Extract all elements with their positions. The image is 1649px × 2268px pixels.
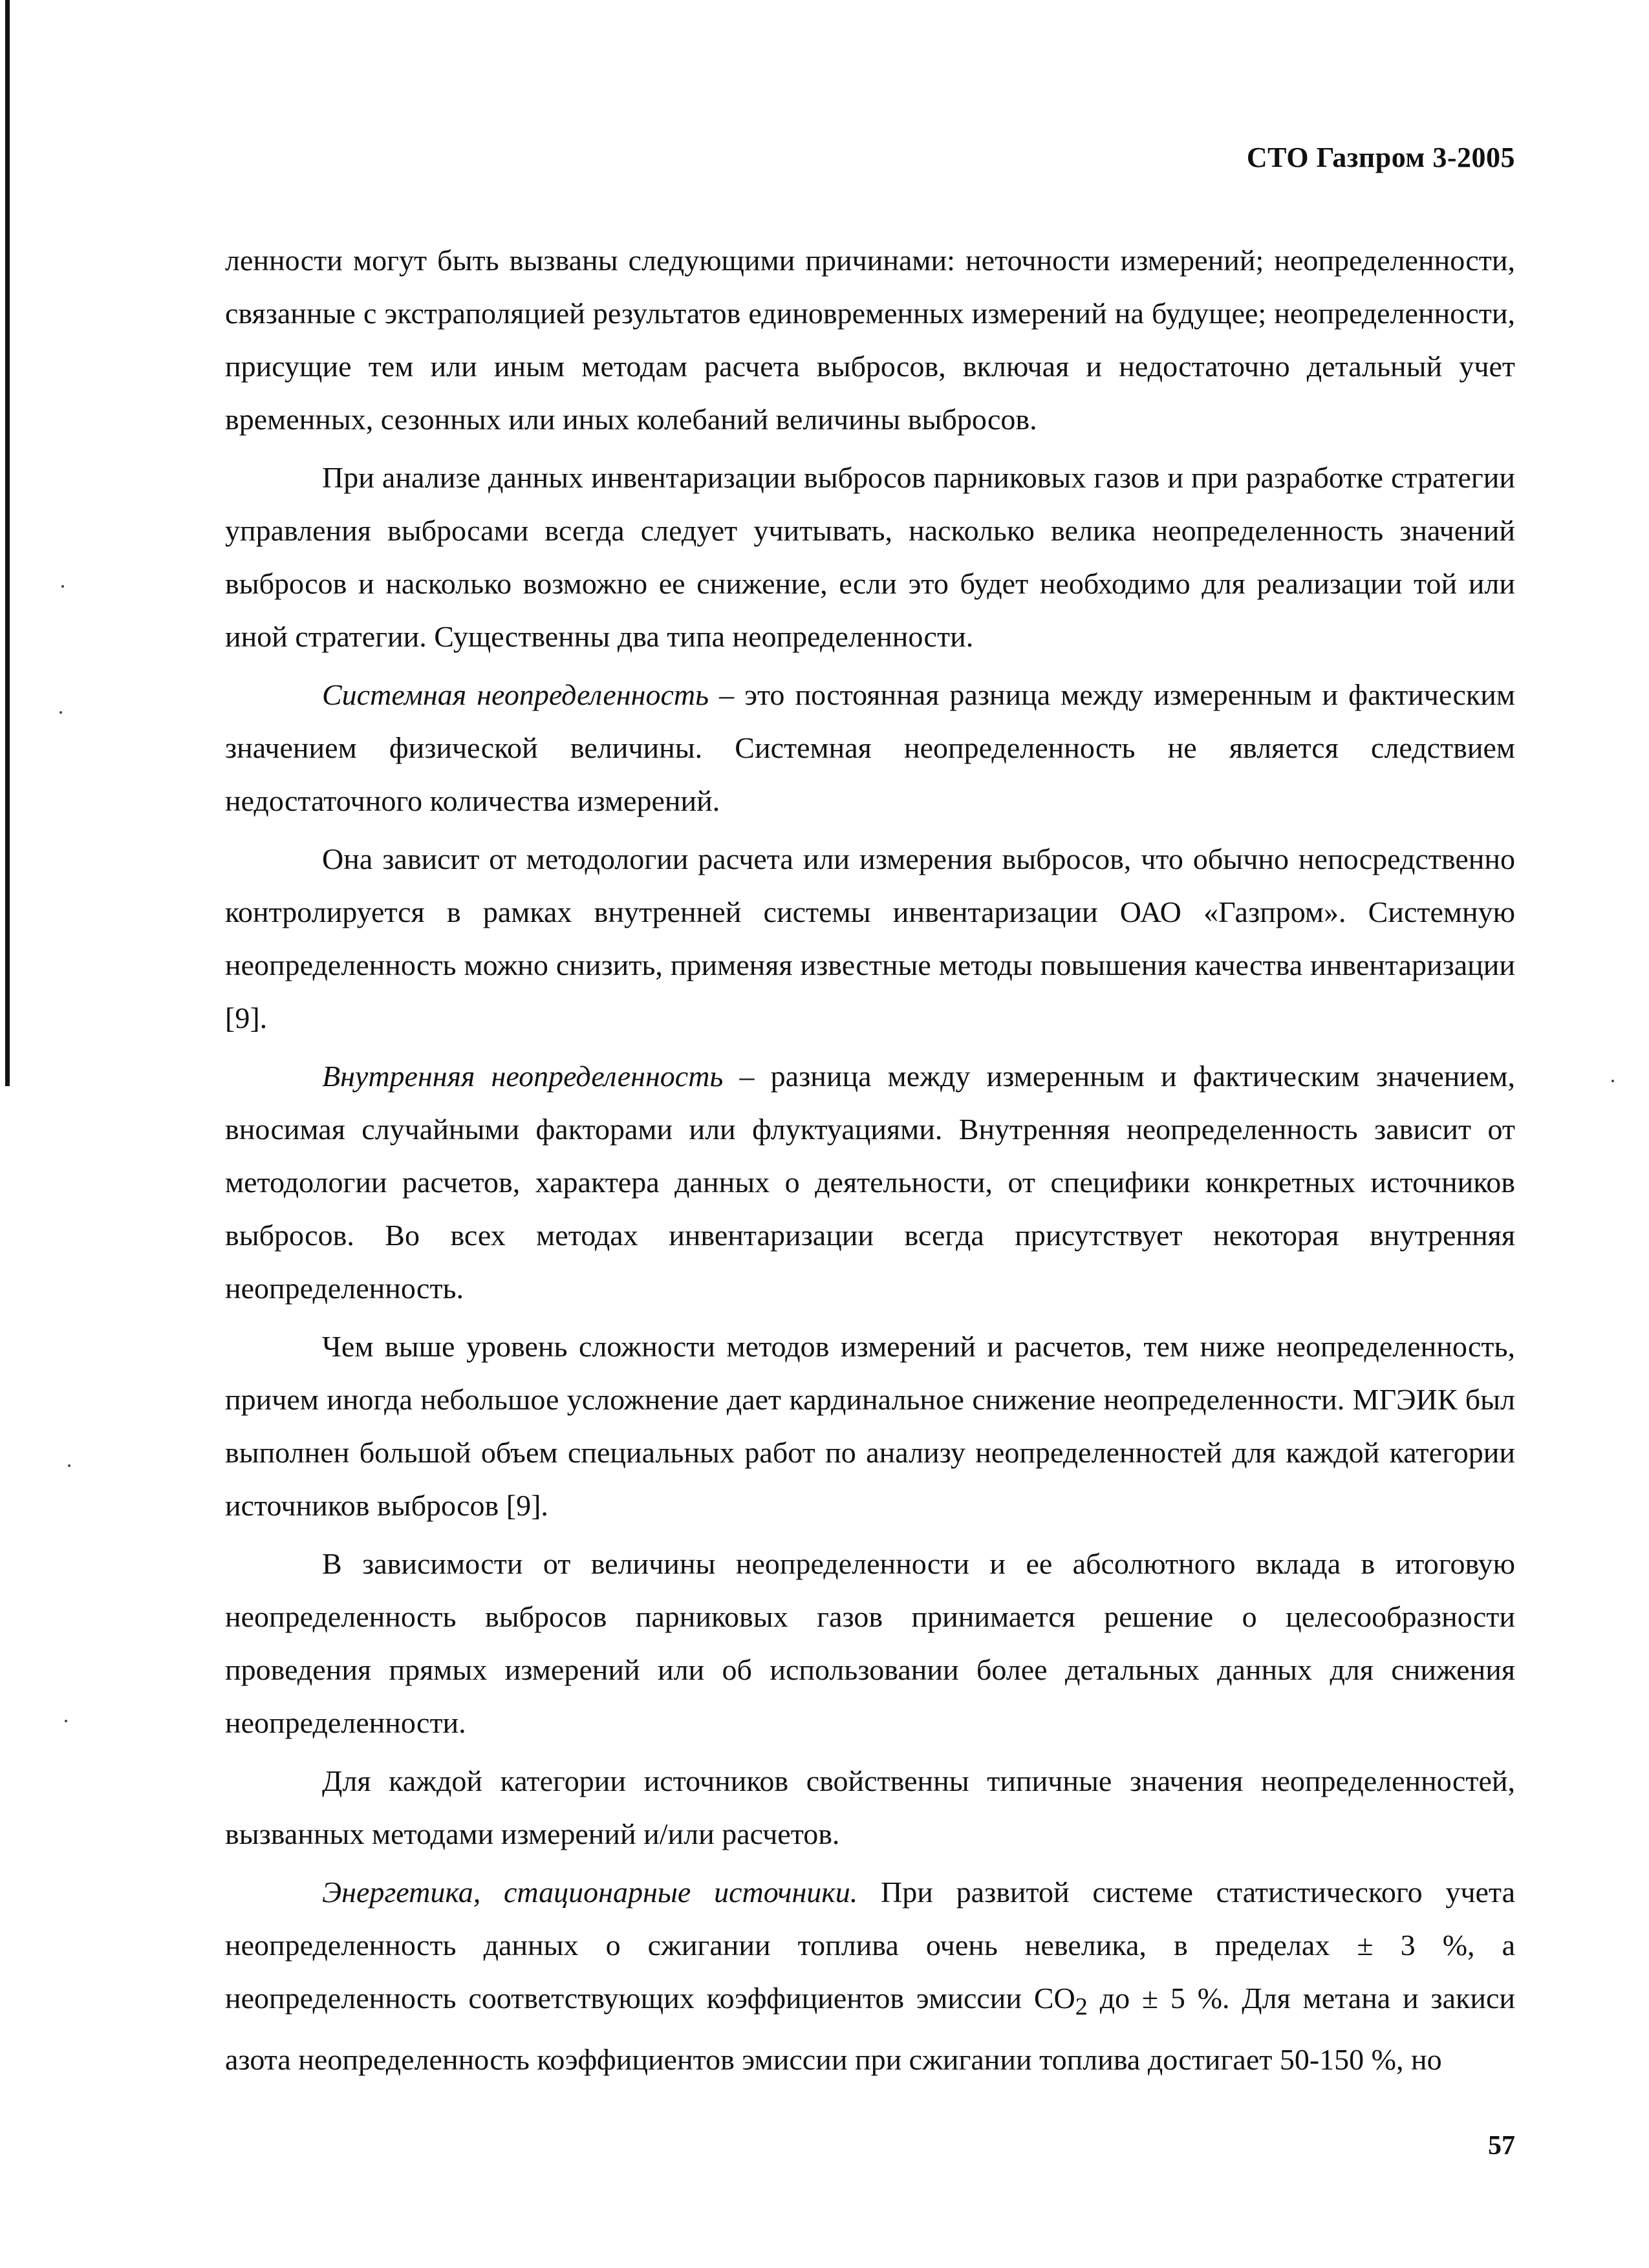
term-italic: Энергетика, стационарные источники. bbox=[322, 1876, 858, 1909]
paragraph bbox=[225, 1866, 1515, 2086]
scan-speck bbox=[59, 711, 62, 714]
paragraph-text: – это постоянная разница между измеренным и фактическим значением физической величины. Системная неопределенность не является следствием недостаточного количества измерений. bbox=[225, 678, 1515, 817]
paragraph: В зависимости от величины неопределенности и ее абсолютного вклада в итоговую неопределенность выбросов парниковых газов принимается решение о целесообразности проведения прямых измерений или об использовании более детальных данных для снижения неопределенности. bbox=[225, 1547, 1515, 1739]
term-italic: Внутренняя неопределенность bbox=[322, 1060, 724, 1093]
document-body bbox=[225, 234, 1515, 2091]
paragraph: Чем выше уровень сложности методов измерений и расчетов, тем ниже неопределенность, причем иногда небольшое усложнение дает кардинальное снижение неопределенности. МГЭИК был выполнен большой объем специальных работ по анализу неопределенностей для каждой категории источников выбросов [9]. bbox=[225, 1330, 1515, 1522]
paragraph: Она зависит от методологии расчета или измерения выбросов, что обычно непосредственно контролируется в рамках внутренней системы инвентаризации ОАО «Газпром». Системную неопределенность можно снизить, применяя известные методы повышения качества инвентаризации [9]. bbox=[225, 842, 1515, 1034]
paragraph-text: – разница между измеренным и фактическим значением, вносимая случайными факторами или флуктуациями. Внутренняя неопределенность зависит от методологии расчетов, характера данных о деятельности, от специфики конкретных источников выбросов. Во всех методах инвентаризации всегда присутствует некоторая внутренняя неопределенность. bbox=[225, 1060, 1515, 1305]
paragraph-text: до ± 5 %. Для метана и закиси азота неопределенность коэффициентов эмиссии при сжигании топлива достигает 50-150 %, но bbox=[225, 1982, 1516, 2077]
paragraph: При анализе данных инвентаризации выбросов парниковых газов и при разработке стратегии управления выбросами всегда следует учитывать, насколько велика неопределенность значений выбросов и насколько возможно ее снижение, если это будет необходимо для реализации той или иной стратегии. Существенны два типа неопределенности. bbox=[225, 461, 1515, 653]
scan-speck bbox=[1611, 1080, 1614, 1082]
page-number: 57 bbox=[1488, 2131, 1515, 2161]
paragraph: Для каждой категории источников свойственны типичные значения неопределенностей, вызванных методами измерений и/или расчетов. bbox=[225, 1764, 1515, 1850]
scan-speck bbox=[65, 1720, 67, 1722]
scan-edge-line bbox=[5, 0, 10, 1086]
paragraph bbox=[225, 1050, 1515, 1315]
scan-speck bbox=[68, 1464, 70, 1467]
term-italic: Системная неопределенность bbox=[322, 678, 709, 711]
document-header: СТО Газпром 3-2005 bbox=[1246, 142, 1515, 173]
scan-speck bbox=[61, 585, 64, 588]
subscript: 2 bbox=[1075, 1993, 1088, 2021]
paragraph-text: При развитой системе статистического учета неопределенность данных о сжигании топлива очень невелика, в пределах ± 3 %, а неопределенность соответствующих коэффициентов эмиссии CO bbox=[225, 1876, 1515, 2015]
paragraph bbox=[225, 669, 1515, 828]
paragraph: ленности могут быть вызваны следующими причинами: неточности измерений; неопределенности, связанные с экстраполяцией результатов единовременных измерений на будущее; неопределенности, присущие тем или иным методам расчета выбросов, включая и недостаточно детальный учет временных, сезонных или иных колебаний величины выбросов. bbox=[225, 244, 1515, 436]
